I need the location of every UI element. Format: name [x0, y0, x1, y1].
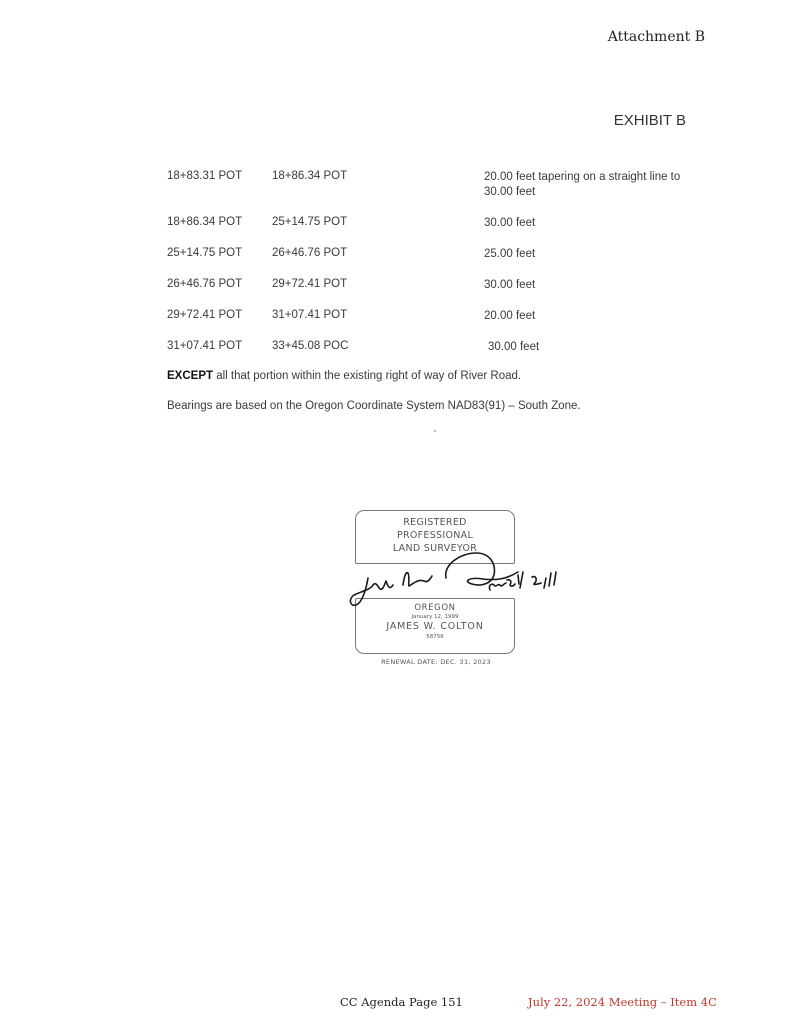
row-width: 30.00 feet [484, 279, 536, 291]
attachment-label: Attachment B [607, 29, 705, 45]
stamp-renewal: RENEWAL DATE: DEC. 31, 2023 [381, 658, 491, 666]
stamp-line-surveyor: LAND SURVEYOR [392, 543, 478, 554]
row-to: 18+86.34 POT [272, 170, 348, 182]
except-paragraph [167, 370, 521, 382]
stamp-number: 58756 [426, 634, 444, 640]
row-from: 25+14.75 POT [167, 247, 243, 259]
row-width: 30.00 feet [484, 217, 536, 229]
except-text: all that portion within the existing right of way of River Road. [213, 370, 522, 382]
row-from: 26+46.76 POT [167, 278, 243, 290]
row-to: 29+72.41 POT [272, 278, 348, 290]
row-to: 33+45.08 POC [272, 340, 349, 352]
stray-dot [434, 430, 436, 432]
stamp-date: January 12, 1999 [411, 614, 459, 620]
stamp-line-professional: PROFESSIONAL [396, 530, 474, 541]
row-to: 25+14.75 POT [272, 216, 348, 228]
row-width: 20.00 feet [484, 310, 536, 322]
stamp-state: OREGON [414, 603, 456, 613]
row-from: 18+86.34 POT [167, 216, 243, 228]
row-to: 26+46.76 POT [272, 247, 348, 259]
row-width: 30.00 feet [488, 341, 540, 353]
except-keyword: EXCEPT [167, 370, 214, 382]
row-from: 18+83.31 POT [167, 170, 243, 182]
bearings-paragraph: Bearings are based on the Oregon Coordinate System NAD83(91) – South Zone. [167, 400, 581, 412]
stamp-line-registered: REGISTERED [403, 517, 467, 528]
row-from: 29+72.41 POT [167, 309, 243, 321]
row-from: 31+07.41 POT [167, 340, 243, 352]
stamp-name: JAMES W. COLTON [386, 621, 484, 632]
footer-page: CC Agenda Page 151 [340, 995, 463, 1009]
row-width: 20.00 feet tapering on a straight line to 30.00 feet [484, 171, 681, 198]
exhibit-title: EXHIBIT B [613, 112, 686, 129]
signature [348, 545, 588, 620]
row-to: 31+07.41 POT [272, 309, 348, 321]
row-width: 25.00 feet [484, 248, 536, 260]
footer-meeting: July 22, 2024 Meeting – Item 4C [528, 995, 717, 1009]
